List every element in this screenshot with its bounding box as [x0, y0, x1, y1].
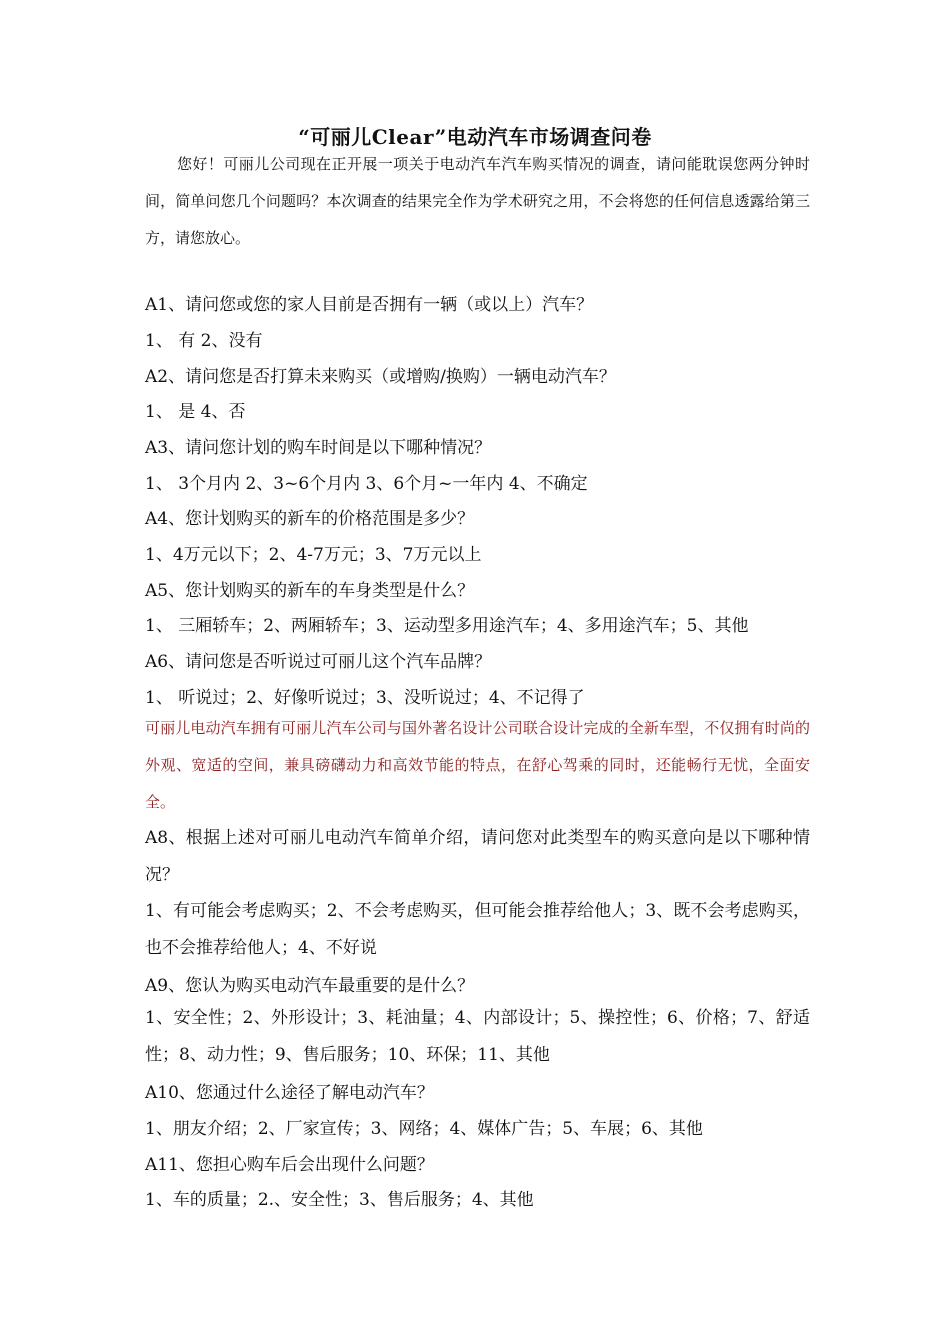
options-a11: 1、车的质量；2.、安全性；3、售后服务；4、其他	[145, 1190, 534, 1210]
question-a2: A2、请问您是否打算未来购买（或增购/换购）一辆电动汽车？	[145, 367, 616, 387]
question-a10: A10、您通过什么途径了解电动汽车？	[145, 1083, 434, 1103]
question-a3: A3、请问您计划的购车时间是以下哪种情况？	[145, 438, 492, 458]
question-a4: A4、您计划购买的新车的价格范围是多少？	[145, 509, 475, 529]
options-a1: 1、 有 2、没有	[145, 331, 263, 351]
options-a4: 1、4万元以下；2、4-7万元；3、7万元以上	[145, 545, 482, 565]
options-a2: 1、 是 4、否	[145, 402, 246, 422]
page-title: “可丽儿Clear”电动汽车市场调查问卷	[298, 125, 652, 149]
options-a3: 1、 3个月内 2、3~6个月内 3、6个月~一年内 4、不确定	[145, 474, 588, 494]
options-a6: 1、 听说过；2、好像听说过；3、没听说过；4、不记得了	[145, 688, 585, 708]
product-introduction: 可丽儿电动汽车拥有可丽儿汽车公司与国外著名设计公司联合设计完成的全新车型，不仅拥有时尚的外观、宽适的空间，兼具磅礴动力和高效节能的特点，在舒心驾乘的同时，还能畅行无忧，全面安全。	[145, 719, 810, 811]
options-a9: 1、安全性；2、外形设计；3、耗油量；4、内部设计；5、操控性；6、价格；7、舒适性；8、动力性；9、售后服务；10、环保；11、其他	[145, 1008, 810, 1065]
intro-paragraph: 您好！可丽儿公司现在正开展一项关于电动汽车汽车购买情况的调查，请问能耽误您两分钟时间，简单问您几个问题吗？本次调查的结果完全作为学术研究之用，不会将您的任何信息透露给第三方，请您放心。	[145, 155, 810, 247]
question-a11: A11、您担心购车后会出现什么问题？	[145, 1155, 434, 1175]
question-a5: A5、您计划购买的新车的车身类型是什么？	[145, 581, 475, 601]
question-a8: A8、根据上述对可丽儿电动汽车简单介绍，请问您对此类型车的购买意向是以下哪种情况？	[145, 828, 810, 885]
question-a1: A1、请问您或您的家人目前是否拥有一辆（或以上）汽车？	[145, 295, 594, 315]
options-a8: 1、有可能会考虑购买；2、不会考虑购买，但可能会推荐给他人；3、既不会考虑购买，也不会推荐给他人；4、不好说	[145, 901, 810, 958]
question-a9: A9、您认为购买电动汽车最重要的是什么？	[145, 976, 475, 996]
options-a5: 1、 三厢轿车；2、两厢轿车；3、运动型多用途汽车；4、多用途汽车；5、其他	[145, 616, 749, 636]
question-a6: A6、请问您是否听说过可丽儿这个汽车品牌？	[145, 652, 492, 672]
options-a10: 1、朋友介绍；2、厂家宣传；3、网络；4、媒体广告；5、车展；6、其他	[145, 1119, 703, 1139]
